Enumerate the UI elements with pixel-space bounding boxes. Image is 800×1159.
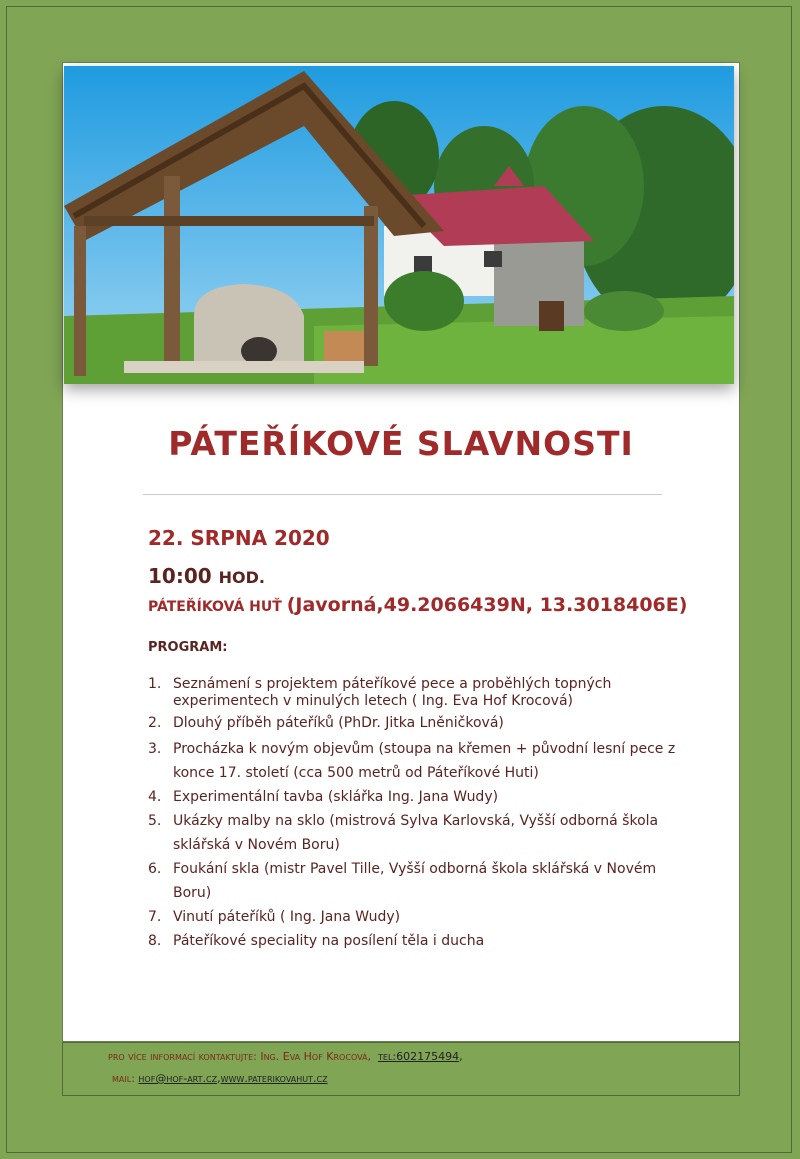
mail-label: mail: <box>112 1072 135 1085</box>
program-list <box>148 676 688 953</box>
footer-info-label: pro více informací kontaktujte: Ing. Eva Hof Krocová, <box>108 1050 372 1063</box>
event-place <box>148 594 687 616</box>
footer-web-line: mail: hof@hof-art.cz,www.paterikovahut.cz <box>112 1072 328 1085</box>
event-time <box>148 564 265 588</box>
title-divider <box>143 494 662 495</box>
program-item: 2. Dlouhý příběh páteříků (PhDr. Jitka Lněničková) <box>148 715 504 731</box>
program-item: 4. Experimentální tavba (sklářka Ing. Jana Wudy) <box>148 789 499 805</box>
email-link[interactable]: hof@hof-art.cz <box>138 1072 218 1085</box>
program-item: 3. Procházka k novým objevům (stoupa na křemen + původní lesní pece z konce 17. století (cca 500 metrů od Páteříkové Huti) <box>148 741 676 781</box>
program-item: 1. Seznámení s projektem páteříkové pece a proběhlých topných experimentech v minulých letech ( Ing. Eva Hof Krocová) <box>148 676 612 709</box>
program-item: 5. Ukázky malby na sklo (mistrová Sylva Karlovská, Vyšší odborná škola sklářská v Novém Boru) <box>148 813 659 853</box>
event-photo <box>64 66 734 384</box>
phone-link[interactable]: tel:602175494 <box>378 1050 460 1063</box>
event-time-suffix: HOD. <box>218 568 265 587</box>
footer-contact-line: pro více informací kontaktujte: Ing. Eva Hof Krocová, tel:602175494, <box>108 1050 463 1063</box>
place-name: PÁTEŘÍKOVÁ HUŤ <box>148 599 282 615</box>
event-date: 22. SRPNA 2020 <box>148 526 330 550</box>
event-title: PÁTEŘÍKOVÉ SLAVNOSTI <box>168 424 634 463</box>
program-item: 8. Páteříkové speciality na posílení těla i ducha <box>148 933 485 949</box>
program-item: 6. Foukání skla (mistr Pavel Tille, Vyšší odborná škola sklářská v Novém Boru) <box>148 861 657 901</box>
website-link[interactable]: www.paterikovahut.cz <box>220 1072 328 1085</box>
program-item: 7. Vinutí páteříků ( Ing. Jana Wudy) <box>148 909 401 925</box>
event-time-value: 10:00 <box>148 564 212 588</box>
place-detail: (Javorná,49.2066439N, 13.3018406E) <box>286 594 688 616</box>
program-heading: PROGRAM: <box>148 640 228 655</box>
